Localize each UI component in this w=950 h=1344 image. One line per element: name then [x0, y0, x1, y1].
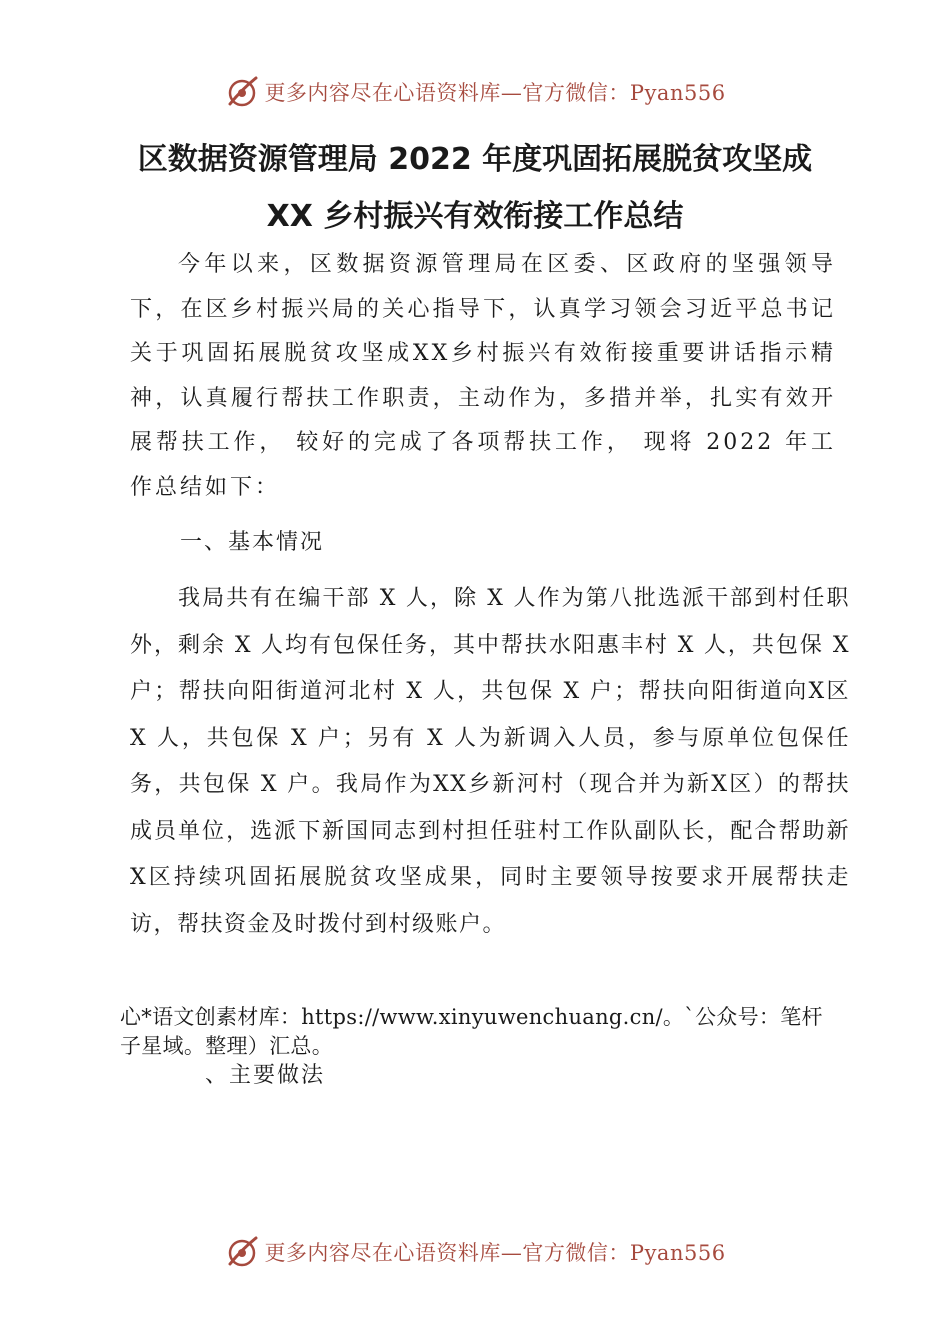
top-watermark-banner [0, 72, 950, 112]
banner-text: 更多内容尽在心语资料库—官方微信：Pyan556 [264, 1241, 726, 1265]
section-heading-main-practices: 、主要做法 [205, 1063, 326, 1088]
document-title-line-1: 区数据资源管理局 2022 年度巩固拓展脱贫攻坚成 [137, 142, 813, 177]
bottom-watermark-banner [0, 1232, 950, 1272]
basic-situation-paragraph: 我局共有在编干部 X 人，除 X 人作为第八批选派干部到村任职外，剩余 X 人均有包保任务，其中帮扶水阳惠丰村 X 人，共包保 X 户；帮扶向阳街道河北村 X 人，共包保 X 户；帮扶向阳街道向X区 X 人，共包保 X 户；另有 X 人为新调入人员，参与原单位包保任务，共包保 X 户。我局作为XX乡新河村（现合并为新X区）的帮扶成员单位，选派下新国同志到村担任驻村工作队副队长，配合帮助新X区持续巩固拓展脱贫攻坚成果，同时主要领导按要求开展帮扶走访，帮扶资金及时拨付到村级账户。 [130, 586, 850, 937]
banner-text: 更多内容尽在心语资料库—官方微信：Pyan556 [264, 81, 726, 105]
brush-seal-logo-icon [224, 1234, 260, 1270]
section-heading-basic-situation: 一、基本情况 [180, 530, 325, 555]
document-title-line-2: XX 乡村振兴有效衔接工作总结 [266, 199, 684, 234]
source-note: 心*语文创素材库：https://www.xinyuwenchuang.cn/。`公众号：笔杆子星域。整理）汇总。 [120, 1005, 823, 1058]
intro-paragraph: 今年以来，区数据资源管理局在区委、区政府的坚强领导下，在区乡村振兴局的关心指导下，认真学习领会习近平总书记关于巩固拓展脱贫攻坚成XX乡村振兴有效衔接重要讲话指示精神，认真履行帮扶工作职责，主动作为，多措并举，扎实有效开展帮扶工作， 较好的完成了各项帮扶工作， 现将 2022 年工作总结如下： [130, 252, 836, 500]
brush-seal-logo-icon [224, 74, 260, 110]
